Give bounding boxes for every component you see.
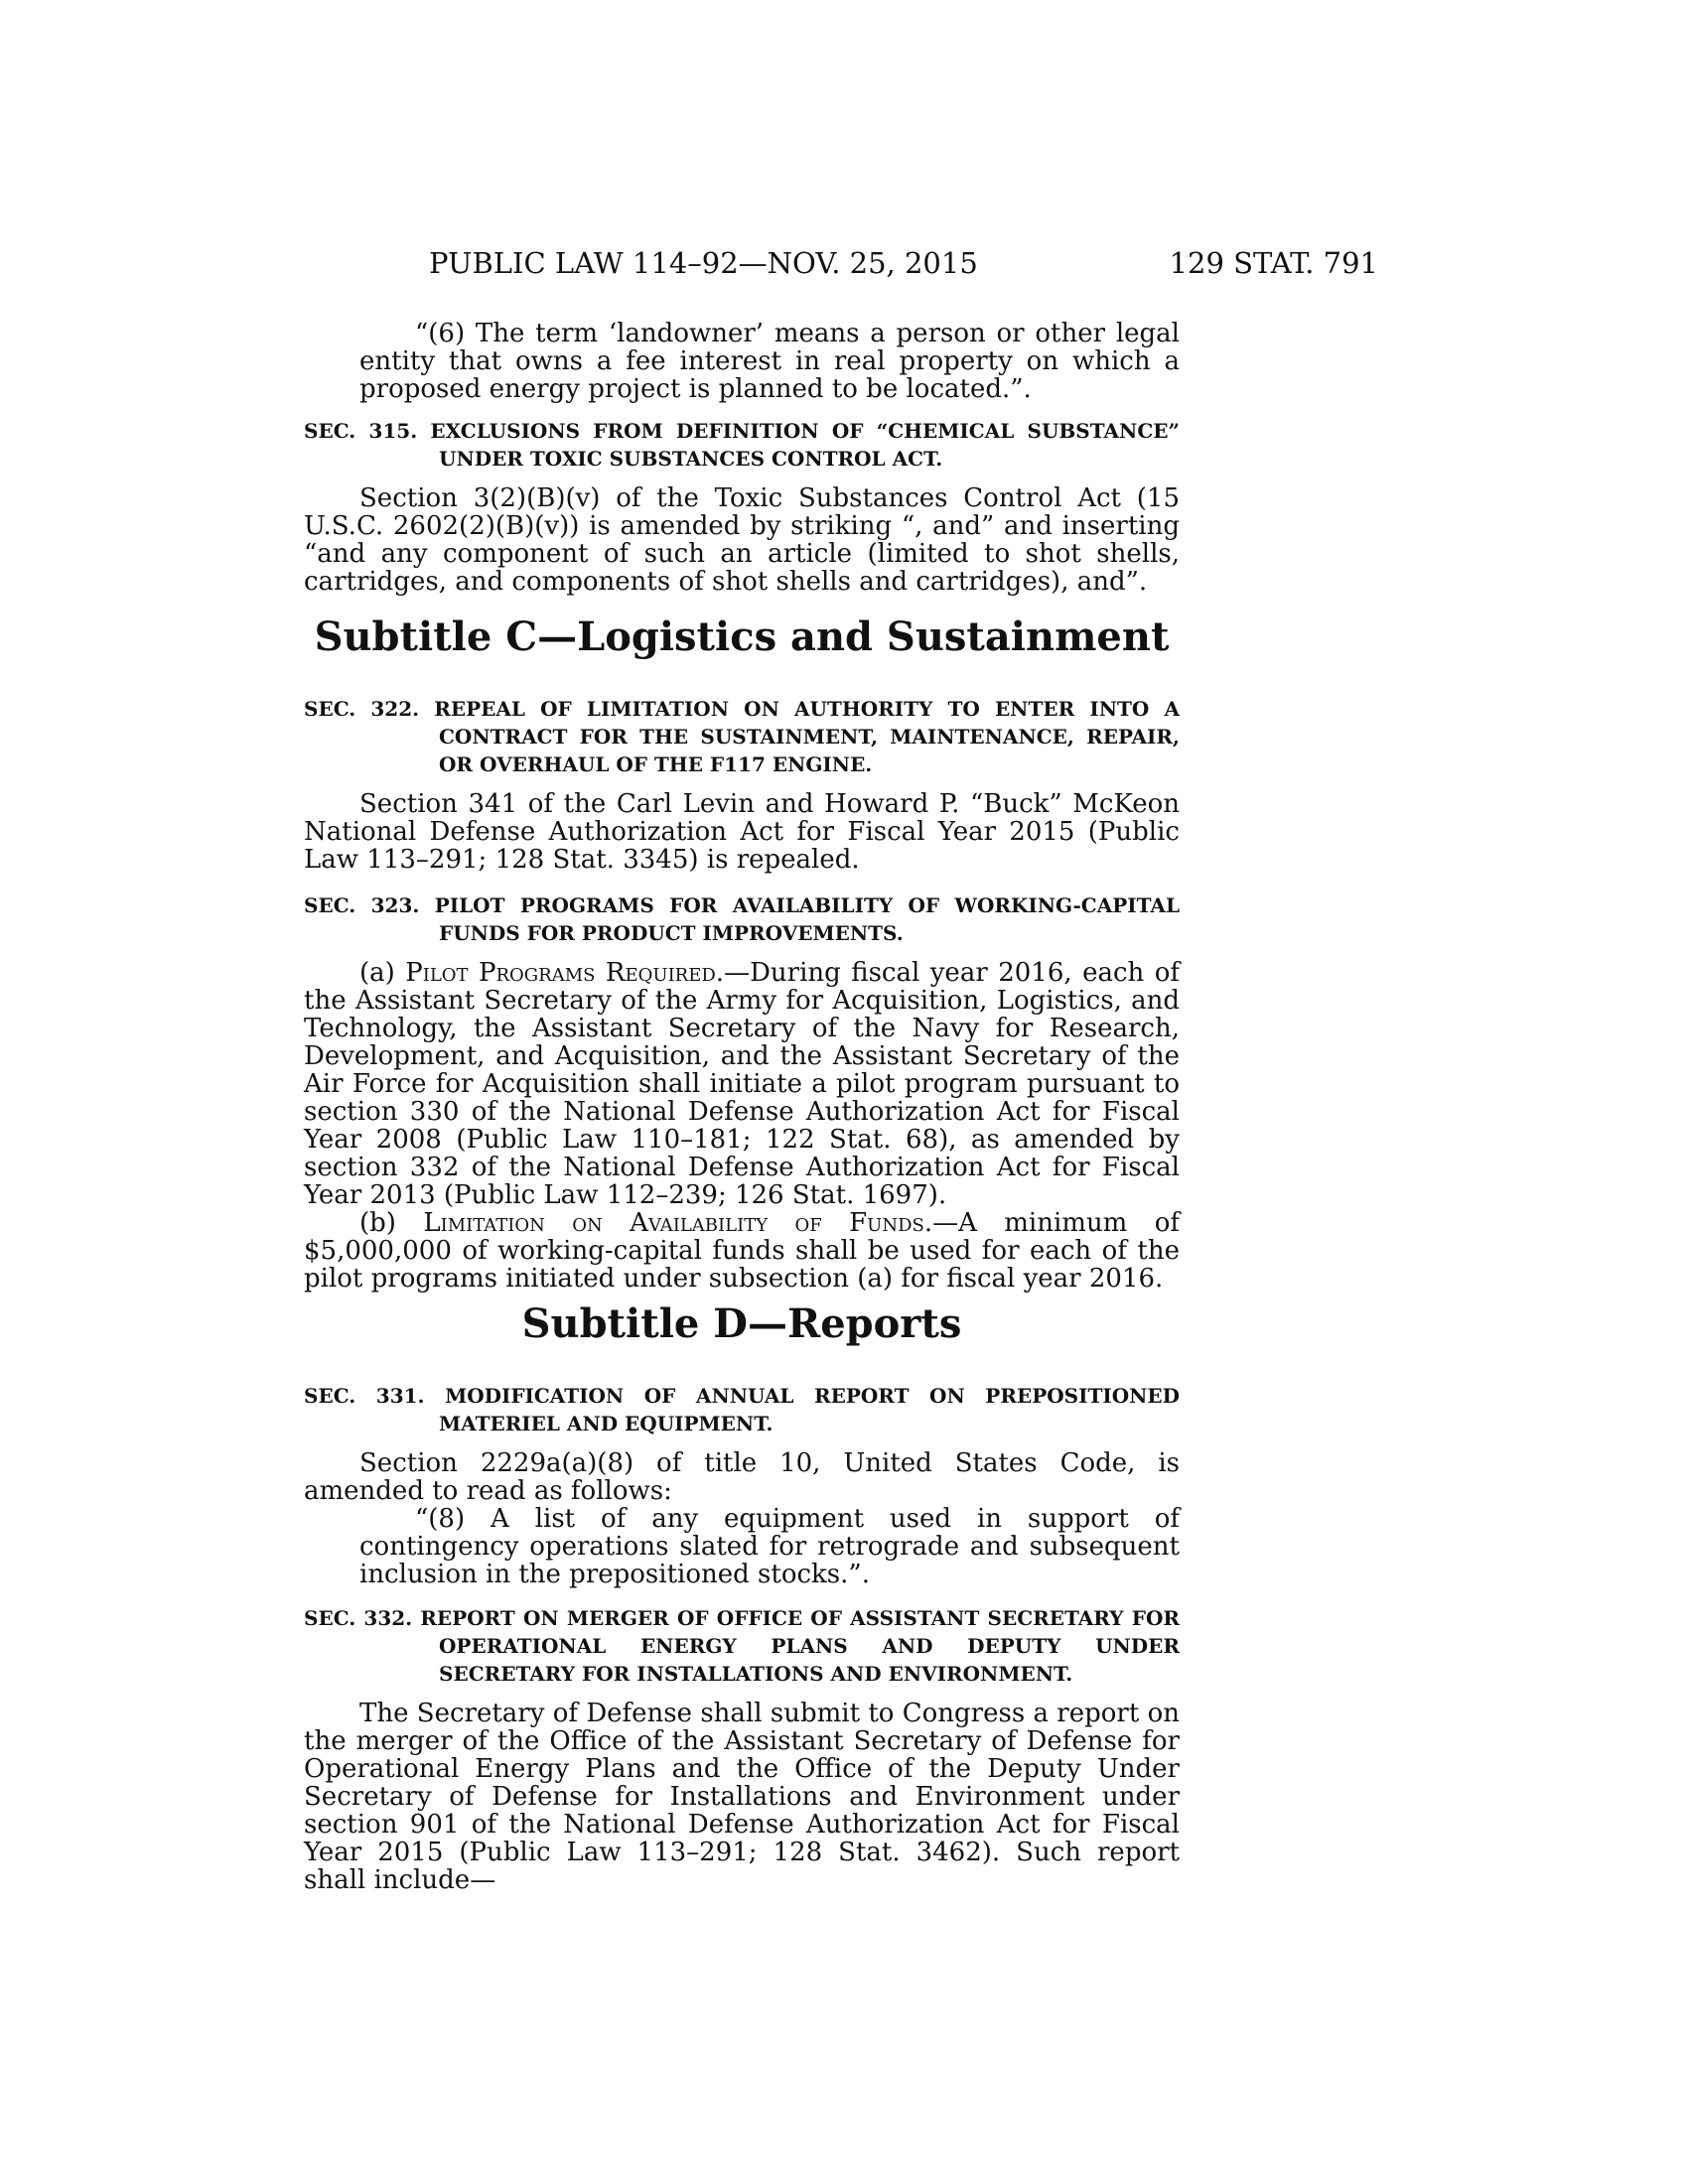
paragraph-6: “(6) The term ‘landowner’ means a person or other legal entity that owns a fee interest in real property on which a proposed energy project is planned to be located.”. <box>359 319 1180 404</box>
subsection-a-caption: Pilot Programs Required. <box>405 958 725 988</box>
section-315-heading: SEC. 315. EXCLUSIONS FROM DEFINITION OF “CHEMICAL SUBSTANCE” UNDER TOXIC SUBSTANCES CONTROL ACT. <box>304 419 1180 471</box>
page-header <box>0 246 1688 286</box>
paragraph-6-block <box>304 320 1180 403</box>
section-331 <box>304 1382 1180 1588</box>
subtitle-c-block <box>304 614 1180 661</box>
running-title: PUBLIC LAW 114–92—NOV. 25, 2015 <box>429 246 978 280</box>
section-331-heading: SEC. 331. MODIFICATION OF ANNUAL REPORT ON PREPOSITIONED MATERIEL AND EQUIPMENT. <box>304 1384 1180 1435</box>
section-331-body: Section 2229a(a)(8) of title 10, United States Code, is amended to read as follows: <box>304 1448 1180 1506</box>
section-322-heading: SEC. 322. REPEAL OF LIMITATION ON AUTHORITY TO ENTER INTO A CONTRACT FOR THE SUSTAINMENT, MAINTENANCE, REPAIR, OR OVERHAUL OF THE F117 ENGINE. <box>304 697 1180 776</box>
subtitle-d-block <box>304 1300 1180 1348</box>
section-331-quote: “(8) A list of any equipment used in support of contingency operations slated for retrograde and subsequent inclusion in the prepositioned stocks.”. <box>359 1504 1180 1589</box>
section-322 <box>304 695 1180 874</box>
section-315 <box>304 417 1180 596</box>
section-323-heading: SEC. 323. PILOT PROGRAMS FOR AVAILABILITY OF WORKING-CAPITAL FUNDS FOR PRODUCT IMPROVEMENTS. <box>304 893 1180 945</box>
section-323 <box>304 891 1180 1293</box>
subtitle-c-heading: Subtitle C—Logistics and Sustainment <box>314 614 1170 660</box>
subsection-a-body: —During fiscal year 2016, each of the Assistant Secretary of the Army for Acquisition, Logistics, and Technology, the Assistant Secretary of the Navy for Research, Development, and Acquisition, and the Assistant Secretary of the Air Force for Acquisition shall initiate a pilot program pursuant to section 330 of the National Defense Authorization Act for Fiscal Year 2008 (Public Law 110–181; 122 Stat. 68), as amended by section 332 of the National Defense Authorization Act for Fiscal Year 2013 (Public Law 112–239; 126 Stat. 1697). <box>304 958 1180 1210</box>
section-315-body: Section 3(2)(B)(v) of the Toxic Substances Control Act (15 U.S.C. 2602(2)(B)(v)) is amended by striking “, and” and inserting “and any component of such an article (limited to shot shells, cartridges, and components of shot shells and cartridges), and”. <box>304 483 1180 597</box>
subsection-a-label: (a) <box>359 958 406 988</box>
subsection-b-body: —A minimum of $5,000,000 of working-capital funds shall be used for each of the pilot programs initiated under subsection (a) for fiscal year 2016. <box>304 1208 1181 1294</box>
subtitle-d-heading: Subtitle D—Reports <box>521 1300 962 1347</box>
subsection-b-label: (b) <box>359 1208 424 1238</box>
section-332-body: The Secretary of Defense shall submit to Congress a report on the merger of the Office of the Assistant Secretary of Defense for Operational Energy Plans and the Office of the Deputy Under Secretary of Defense for Installations and Environment under section 901 of the National Defense Authorization Act for Fiscal Year 2015 (Public Law 113–291; 128 Stat. 3462). Such report shall include— <box>304 1699 1180 1895</box>
section-322-body: Section 341 of the Carl Levin and Howard P. “Buck” McKeon National Defense Authorization Act for Fiscal Year 2015 (Public Law 113–291; 128 Stat. 3345) is repealed. <box>304 789 1180 875</box>
stat-page-number: 129 STAT. 791 <box>1169 246 1378 280</box>
section-332 <box>304 1604 1180 1894</box>
subsection-b-caption: Limitation on Availability of Funds. <box>423 1208 933 1238</box>
section-323-subsection-b <box>304 1209 1180 1293</box>
section-332-heading: SEC. 332. REPORT ON MERGER OF OFFICE OF ASSISTANT SECRETARY FOR OPERATIONAL ENERGY PLANS AND DEPUTY UNDER SECRETARY FOR INSTALLATIONS AND ENVIRONMENT. <box>304 1606 1180 1686</box>
section-323-subsection-a <box>304 959 1180 1209</box>
